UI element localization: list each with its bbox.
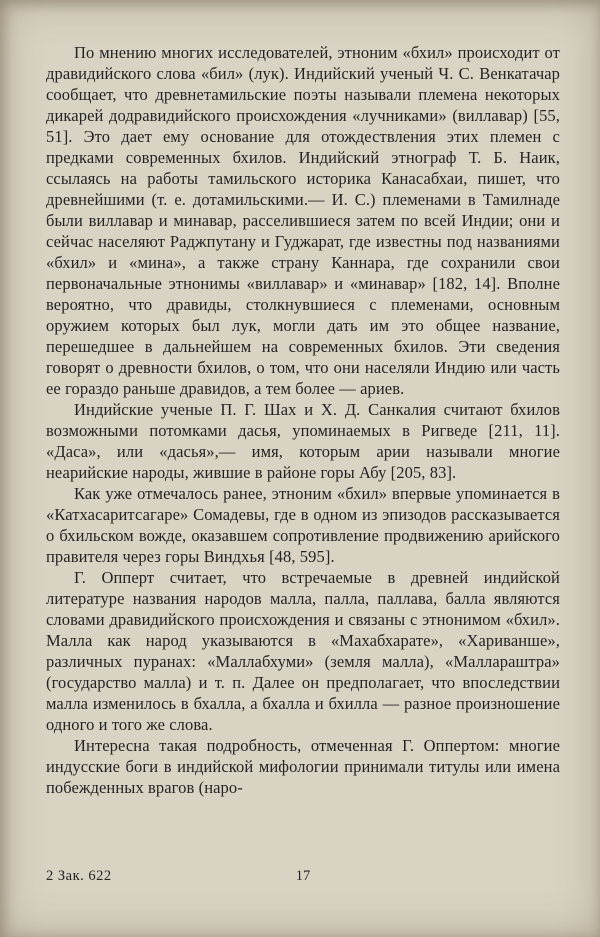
paragraph-3: Как уже отмечалось ранее, этноним «бхил» впервые упоминается в «Катхасаритсагаре» Сомадевы, где в одном из эпизодов рассказывается о бхильском вожде, оказавшем сопротивление продвижению арийского правителя через горы Виндхья [48, 595]. [46, 484, 560, 566]
paragraph-5: Интересна такая подробность, отмеченная Г. Оппертом: многие индусские боги в индийской мифологии принимали титулы или имена побежденных врагов (наро- [46, 736, 560, 797]
page-text [46, 42, 560, 798]
page-footer [46, 867, 560, 885]
paragraph-4: Г. Опперт считает, что встречаемые в древней индийской литературе названия народов малла, палла, паллава, балла являются словами дравидийского происхождения и связаны с этнонимом «бхил». Малла как народ указываются в «Махабхарате», «Хариванше», различных пуранах: «Маллабхуми» (земля малла), «Маллараштра» (государство малла) и т. п. Далее он предполагает, что впоследствии малла изменилось в бхалла, а бхалла и бхилла — разное произношение одного и того же слова. [46, 568, 560, 734]
page-number: 17 [295, 868, 311, 884]
paragraph-2: Индийские ученые П. Г. Шах и Х. Д. Санкалия считают бхилов возможными потомками дасья, упоминаемых в Ригведе [211, 11]. «Даса», или «дасья»,— имя, которым арии называли многие неарийские народы, жившие в районе горы Абу [205, 83]. [46, 400, 560, 482]
print-signature: 2 Зак. 622 [46, 868, 112, 884]
paragraph-1: По мнению многих исследователей, этноним «бхил» происходит от дравидийского слова «бил» (лук). Индийский ученый Ч. С. Венкатачар сообщает, что древнетамильские поэты называли племена некоторых дикарей додравидийского происхождения «лучниками» (виллавар) [55, 51]. Это дает ему основание для отождествления этих племен с предками современных бхилов. Индийский этнограф Т. Б. Наик, ссылаясь на работы тамильского историка Канасабхаи, пишет, что древнейшими (т. е. дотамильскими.— И. С.) племенами в Тамилнаде были виллавар и минавар, расселившиеся затем по всей Индии; они и сейчас населяют Раджпутану и Гуджарат, где известны под названиями «бхил» и «мина», а также страну Каннара, где сохранили свои первоначальные этнонимы «виллавар» и «минавар» [182, 14]. Вполне вероятно, что дравиды, столкнувшиеся с племенами, основным оружием которых был лук, могли дать им это общее название, перешедшее в дальнейшем на современных бхилов. Эти сведения говорят о древности бхилов, о том, что они населяли Индию или часть ее гораздо раньше дравидов, а тем более — ариев. [46, 43, 560, 398]
